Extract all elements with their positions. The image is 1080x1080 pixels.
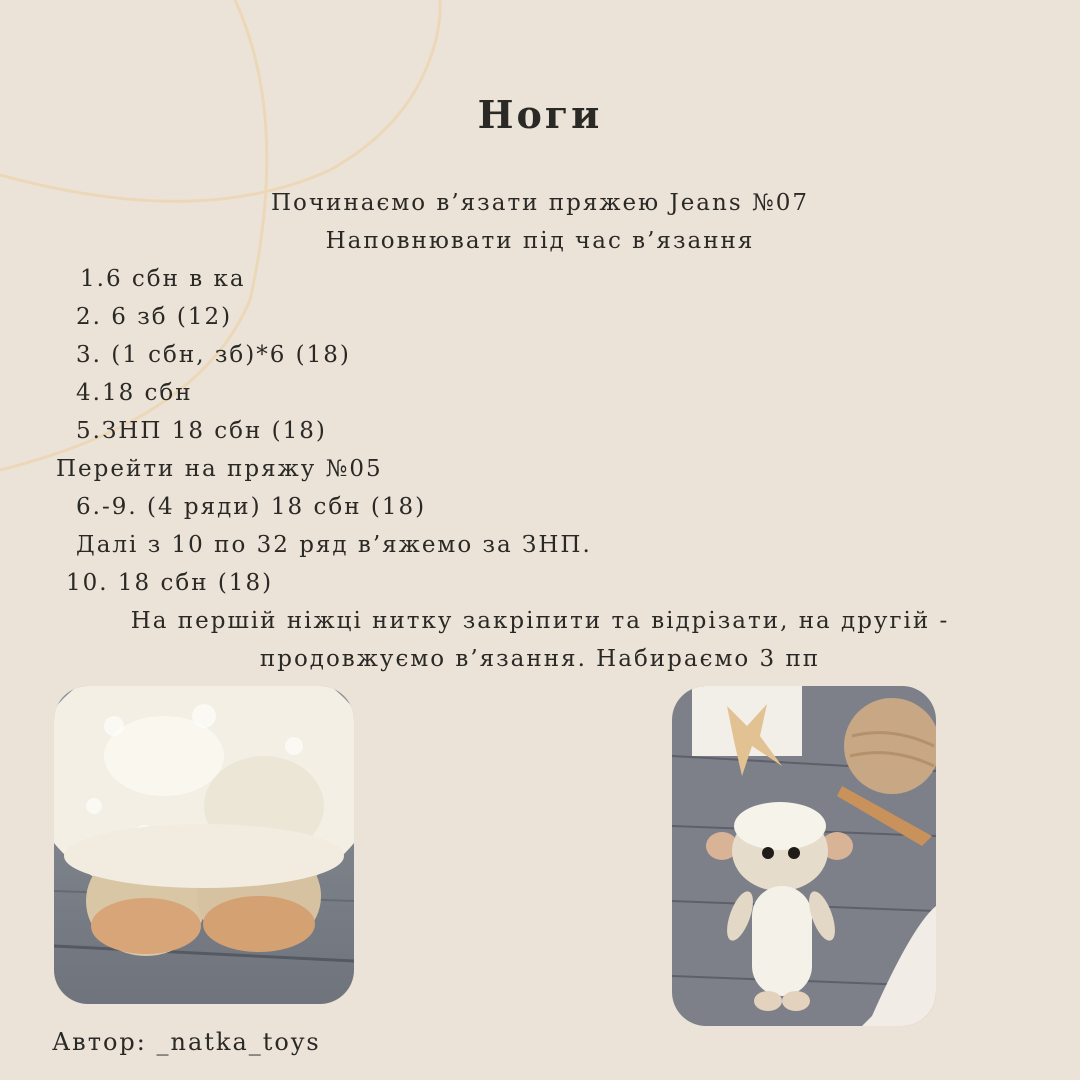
closing-line-1: На першій ніжці нитку закріпити та відрізати, на другій -: [130, 608, 950, 634]
step-6-9: 6.-9. (4 ряди) 18 сбн (18): [76, 494, 427, 520]
step-2: 2. 6 зб (12): [76, 304, 233, 330]
step-3: 3. (1 сбн, зб)*6 (18): [76, 342, 351, 368]
sheep-toy-photo: [672, 686, 936, 1026]
step-1: 1.6 сбн в ка: [80, 266, 246, 292]
step-10: 10. 18 сбн (18): [66, 570, 274, 596]
intro-line-stuffing: Наповнювати під час в’язання: [325, 228, 755, 254]
intro-line-yarn: Починаємо в’язати пряжею Jeans №07: [271, 190, 809, 216]
yarn-change-note: Перейти на пряжу №05: [56, 456, 383, 482]
page-title: Ноги: [477, 92, 603, 137]
feet-photo: [54, 686, 354, 1004]
step-4: 4.18 сбн: [76, 380, 193, 406]
step-5: 5.ЗНП 18 сбн (18): [76, 418, 327, 444]
closing-line-2: продовжуємо в’язання. Набираємо 3 пп: [259, 646, 821, 672]
author-credit: Автор: _natka_toys: [52, 1028, 321, 1056]
rows-note: Далі з 10 по 32 ряд в’яжемо за ЗНП.: [76, 532, 592, 558]
